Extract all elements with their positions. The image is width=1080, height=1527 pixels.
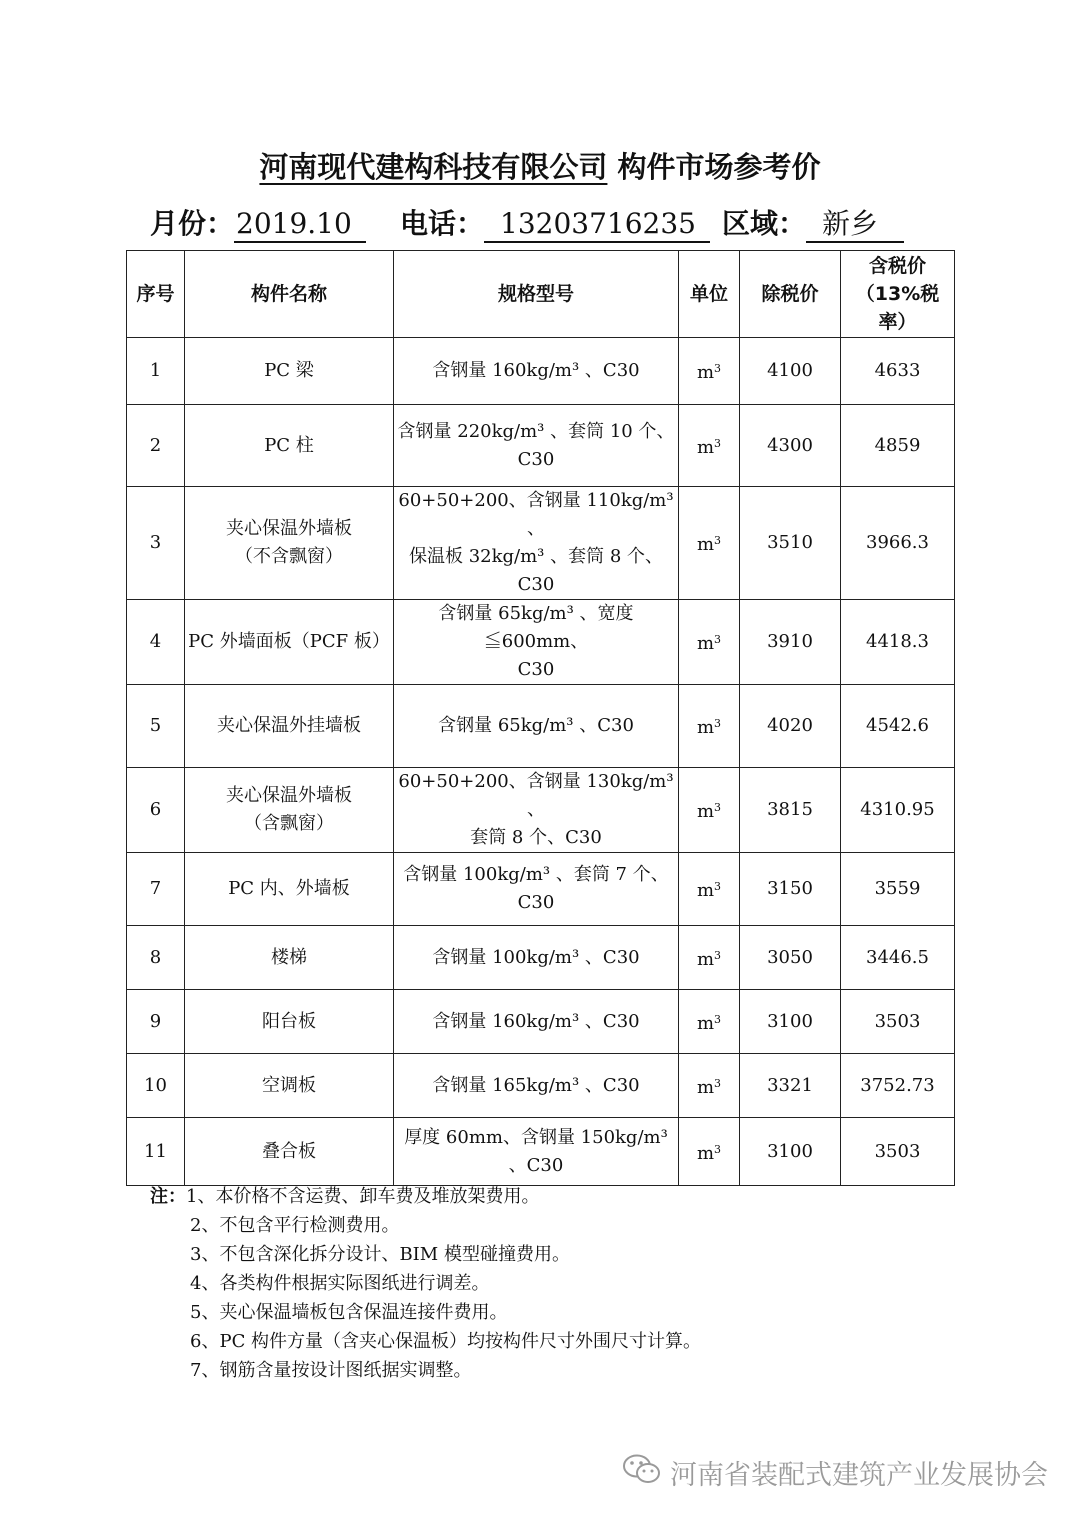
cubic-superscript: 3 (714, 1076, 722, 1090)
region-value: 新乡 (806, 207, 904, 243)
table-header-row (127, 251, 955, 338)
unit-text: m (696, 436, 715, 458)
cell-spec (394, 685, 679, 768)
cell-unit (679, 926, 740, 990)
cell-spec (394, 926, 679, 990)
region-label: 区域： (722, 207, 807, 240)
name-line1: PC 柱 (264, 434, 314, 456)
unit-text: m (696, 362, 715, 383)
watermark-text: 河南省装配式建筑产业发展协会 (670, 1459, 1048, 1491)
phone-label: 电话： (400, 207, 485, 240)
cell-pretax (740, 1118, 841, 1186)
seq-text: 1 (149, 360, 162, 381)
cell-pretax (740, 487, 841, 600)
unit-text: m (696, 801, 715, 822)
cell-unit (679, 338, 740, 405)
spec-line1: 含钢量 65kg/m³ 、C30 (438, 715, 634, 736)
cell-taxed (841, 405, 955, 487)
cell-seq (127, 768, 185, 853)
notes (150, 1182, 701, 1385)
month-info (150, 202, 366, 242)
pretax-text: 3510 (767, 532, 813, 553)
table-row (127, 768, 955, 853)
cell-name (185, 1118, 394, 1186)
table-row (127, 853, 955, 926)
cell-spec (394, 405, 679, 487)
name-line1: 夹心保温外墙板 (226, 518, 352, 539)
cell-seq (127, 405, 185, 487)
taxed-text: 3752.73 (860, 1074, 935, 1096)
header-pretax: 除税价 (740, 251, 841, 338)
cell-name (185, 768, 394, 853)
spec-line1: 含钢量 165kg/m³ 、C30 (432, 1074, 640, 1096)
cell-unit (679, 685, 740, 768)
cell-name (185, 1054, 394, 1118)
cell-spec (394, 1118, 679, 1186)
spec-line2: 保温板 32kg/m³ 、套筒 8 个、C30 (408, 546, 664, 595)
cell-spec (394, 990, 679, 1054)
cell-pretax (740, 926, 841, 990)
price-table (126, 250, 955, 1186)
cell-unit (679, 405, 740, 487)
cell-name (185, 685, 394, 768)
name-line1: PC 外墙面板（PCF 板） (188, 631, 390, 652)
watermark (622, 1452, 1048, 1492)
phone-info (400, 202, 710, 242)
spec-line1: 含钢量 100kg/m³ 、套筒 7 个、 (403, 864, 669, 885)
note-item: 1、本价格不含运费、卸车费及堆放架费用。 (186, 1186, 540, 1207)
note-item: 3、不包含深化拆分设计、BIM 模型碰撞费用。 (190, 1244, 570, 1265)
taxed-text: 3503 (874, 1140, 921, 1162)
spec-line2: C30 (517, 448, 555, 470)
pretax-text: 3815 (767, 799, 813, 820)
header-spec: 规格型号 (394, 251, 679, 338)
note-item: 5、夹心保温墙板包含保温连接件费用。 (190, 1302, 508, 1323)
cell-pretax (740, 990, 841, 1054)
note-item: 4、各类构件根据实际图纸进行调差。 (190, 1273, 490, 1294)
cell-seq (127, 853, 185, 926)
table-row (127, 600, 955, 685)
cell-name (185, 600, 394, 685)
unit-text: m (696, 633, 715, 654)
pretax-text: 3050 (767, 946, 813, 968)
pretax-text: 3100 (767, 1140, 813, 1162)
cubic-superscript: 3 (714, 534, 722, 547)
cell-seq (127, 990, 185, 1054)
cubic-superscript: 3 (714, 948, 722, 962)
cubic-superscript: 3 (714, 1012, 722, 1026)
taxed-text: 4633 (874, 360, 921, 381)
cell-unit (679, 990, 740, 1054)
cell-unit (679, 853, 740, 926)
cell-taxed (841, 600, 955, 685)
unit-text: m (696, 948, 715, 970)
unit-text: m (696, 534, 715, 555)
phone-value: 13203716235 (484, 207, 710, 243)
cell-name (185, 990, 394, 1054)
page-title (0, 145, 1080, 186)
note-item: 7、钢筋含量按设计图纸据实调整。 (190, 1360, 472, 1381)
unit-text: m (696, 1012, 715, 1034)
name-line1: 楼梯 (271, 946, 307, 968)
cell-pretax (740, 685, 841, 768)
header-taxed-line1: 含税价 (868, 255, 926, 277)
spec-line1: 含钢量 160kg/m³ 、C30 (432, 1010, 640, 1032)
name-line1: 阳台板 (262, 1010, 316, 1032)
cell-taxed (841, 1054, 955, 1118)
table-row (127, 685, 955, 768)
unit-text: m (696, 880, 715, 901)
cell-spec (394, 768, 679, 853)
name-line1: 夹心保温外墙板 (226, 785, 352, 806)
cell-spec (394, 1054, 679, 1118)
cubic-superscript: 3 (714, 801, 722, 814)
spec-line1: 厚度 60mm、含钢量 150kg/m³ 、C30 (404, 1126, 668, 1176)
pretax-text: 3150 (767, 878, 813, 899)
taxed-text: 4859 (874, 434, 921, 456)
cell-taxed (841, 487, 955, 600)
cell-unit (679, 600, 740, 685)
pretax-text: 4100 (767, 360, 813, 381)
notes-label: 注： (150, 1186, 186, 1207)
table-row (127, 1054, 955, 1118)
note-item: 6、PC 构件方量（含夹心保温板）均按构件尺寸外围尺寸计算。 (190, 1331, 702, 1352)
table-row (127, 338, 955, 405)
unit-text: m (696, 717, 715, 738)
spec-line1: 60+50+200、含钢量 110kg/m³ 、 (398, 490, 674, 539)
header-unit: 单位 (679, 251, 740, 338)
cubic-superscript: 3 (714, 633, 722, 646)
cell-unit (679, 487, 740, 600)
spec-line2: C30 (517, 659, 555, 680)
seq-text: 11 (144, 1140, 167, 1162)
cell-name (185, 926, 394, 990)
taxed-text: 3503 (874, 1010, 921, 1032)
seq-text: 2 (149, 434, 162, 456)
name-line2: （不含飘窗） (235, 546, 343, 567)
cell-pretax (740, 1054, 841, 1118)
cell-taxed (841, 990, 955, 1054)
cell-unit (679, 1054, 740, 1118)
cubic-superscript: 3 (714, 362, 722, 375)
name-line1: 空调板 (262, 1074, 316, 1096)
page-subtitle: 构件市场参考价 (617, 150, 821, 184)
pretax-text: 4020 (767, 715, 813, 736)
table-row (127, 487, 955, 600)
cell-seq (127, 338, 185, 405)
spec-line2: 套筒 8 个、C30 (470, 827, 602, 848)
header-name: 构件名称 (185, 251, 394, 338)
unit-text: m (696, 1142, 715, 1164)
spec-line1: 含钢量 220kg/m³ 、套筒 10 个、 (397, 420, 675, 442)
seq-text: 8 (149, 946, 162, 968)
name-line1: 叠合板 (262, 1140, 316, 1162)
cell-pretax (740, 405, 841, 487)
taxed-text: 3559 (874, 878, 921, 899)
cell-unit (679, 768, 740, 853)
cell-taxed (841, 853, 955, 926)
name-line1: PC 内、外墙板 (228, 878, 350, 899)
seq-text: 10 (144, 1074, 167, 1096)
spec-line2: C30 (517, 892, 555, 913)
pretax-text: 3321 (767, 1074, 813, 1096)
header-taxed (841, 251, 955, 338)
cell-pretax (740, 338, 841, 405)
cell-spec (394, 487, 679, 600)
seq-text: 9 (149, 1010, 162, 1032)
name-line1: 夹心保温外挂墙板 (217, 715, 361, 736)
table-row (127, 926, 955, 990)
cell-spec (394, 338, 679, 405)
name-line1: PC 梁 (264, 360, 314, 381)
unit-text: m (696, 1076, 715, 1098)
cell-seq (127, 487, 185, 600)
taxed-text: 4542.6 (866, 715, 929, 736)
cell-taxed (841, 1118, 955, 1186)
cell-seq (127, 1054, 185, 1118)
name-line2: （含飘窗） (244, 813, 334, 834)
cell-seq (127, 1118, 185, 1186)
table-row (127, 1118, 955, 1186)
seq-text: 5 (149, 715, 162, 736)
cell-seq (127, 685, 185, 768)
spec-line1: 60+50+200、含钢量 130kg/m³ 、 (398, 771, 674, 820)
cell-pretax (740, 853, 841, 926)
header-taxed-line2: （13%税率） (855, 283, 940, 333)
cell-name (185, 338, 394, 405)
table-row (127, 990, 955, 1054)
spec-line1: 含钢量 65kg/m³ 、宽度≦600mm、 (438, 603, 634, 652)
spec-line1: 含钢量 160kg/m³ 、C30 (432, 360, 640, 381)
cell-taxed (841, 685, 955, 768)
cell-pretax (740, 600, 841, 685)
month-label: 月份： (150, 207, 235, 240)
cell-name (185, 853, 394, 926)
cell-taxed (841, 926, 955, 990)
cell-name (185, 487, 394, 600)
cell-name (185, 405, 394, 487)
seq-text: 3 (149, 532, 162, 553)
pretax-text: 3100 (767, 1010, 813, 1032)
wechat-icon (622, 1452, 662, 1493)
cell-taxed (841, 338, 955, 405)
cell-seq (127, 926, 185, 990)
spec-line1: 含钢量 100kg/m³ 、C30 (432, 946, 640, 968)
seq-text: 4 (149, 631, 162, 652)
cell-spec (394, 600, 679, 685)
cell-pretax (740, 768, 841, 853)
region-info (722, 202, 904, 242)
seq-text: 7 (149, 878, 162, 899)
taxed-text: 3446.5 (866, 946, 929, 968)
pretax-text: 4300 (767, 434, 813, 456)
cubic-superscript: 3 (714, 436, 722, 450)
seq-text: 6 (149, 799, 162, 820)
month-value: 2019.10 (234, 207, 366, 243)
note-item: 2、不包含平行检测费用。 (190, 1215, 400, 1236)
pretax-text: 3910 (767, 631, 813, 652)
cell-spec (394, 853, 679, 926)
cubic-superscript: 3 (714, 717, 722, 730)
cell-seq (127, 600, 185, 685)
cell-taxed (841, 768, 955, 853)
company-name: 河南现代建构科技有限公司 (259, 150, 608, 184)
header-seq: 序号 (127, 251, 185, 338)
taxed-text: 3966.3 (866, 532, 929, 553)
taxed-text: 4418.3 (866, 631, 929, 652)
cell-unit (679, 1118, 740, 1186)
table-row (127, 405, 955, 487)
cubic-superscript: 3 (714, 1142, 722, 1156)
taxed-text: 4310.95 (860, 799, 935, 820)
cubic-superscript: 3 (714, 880, 722, 893)
